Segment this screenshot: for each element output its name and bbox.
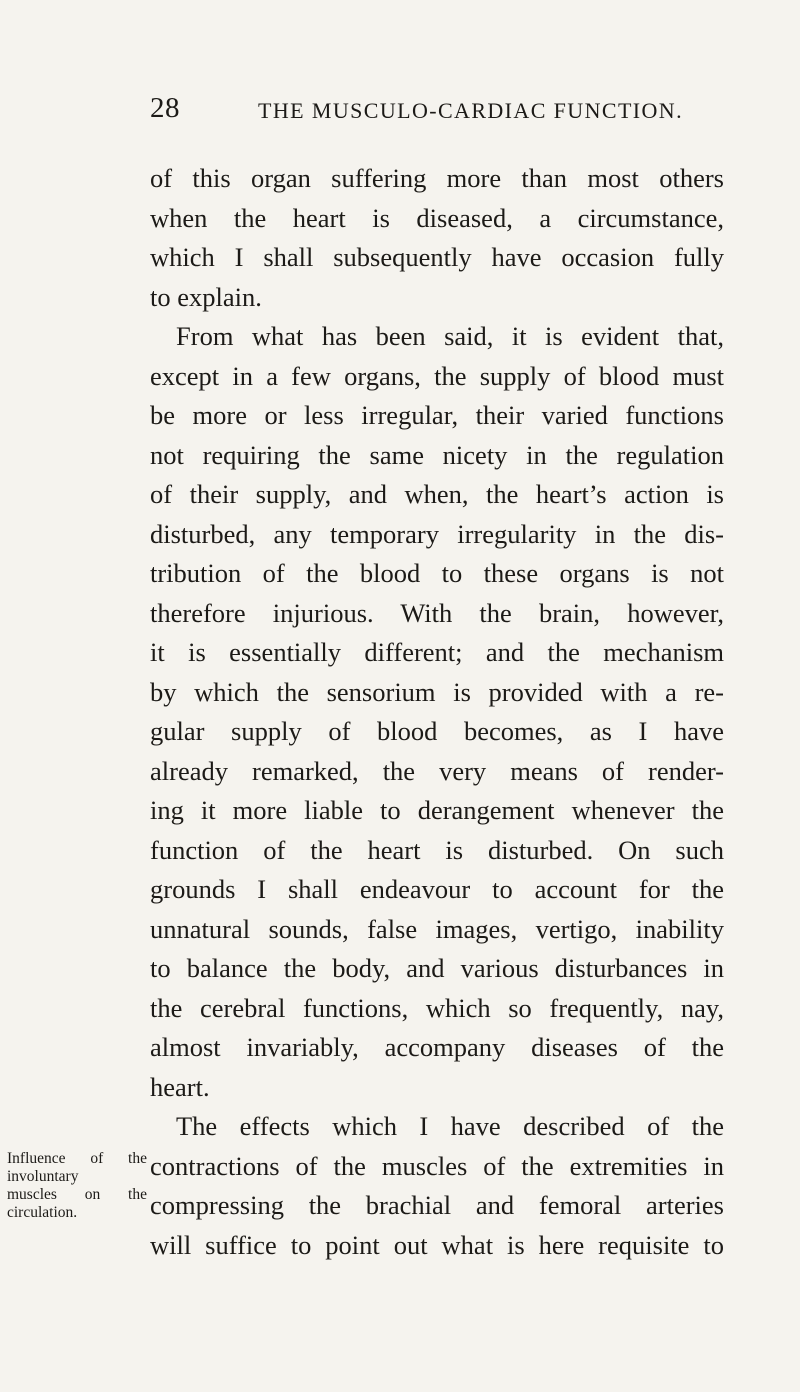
- text-line: The effects which I have described of the: [176, 1111, 724, 1141]
- text-line: disturbed, any temporary irregularity in the dis-: [150, 518, 724, 549]
- text-line: of their supply, and when, the heart’s action is: [150, 479, 724, 509]
- margin-note-line: circulation.: [7, 1204, 78, 1221]
- margin-note-line: involuntary: [7, 1168, 79, 1185]
- text-line: be more or less irregular, their varied functions: [150, 400, 724, 430]
- text-line: to explain.: [150, 281, 262, 312]
- text-line: tribution of the blood to these organs is not: [150, 558, 724, 588]
- text-line: it is essentially different; and the mechanism: [150, 637, 724, 667]
- text-line: From what has been said, it is evident that,: [176, 321, 724, 351]
- text-line: gular supply of blood becomes, as I have: [150, 716, 724, 746]
- text-line: almost invariably, accompany diseases of the: [150, 1032, 724, 1062]
- page-number: 28: [150, 92, 180, 124]
- text-line: grounds I shall endeavour to account for the: [150, 874, 724, 904]
- text-line: not requiring the same nicety in the regulation: [150, 439, 724, 470]
- text-line: heart.: [150, 1071, 210, 1102]
- text-line: except in a few organs, the supply of blood must: [150, 360, 724, 391]
- text-line: the cerebral functions, which so frequently, nay,: [150, 992, 724, 1023]
- margin-note: [7, 1150, 147, 1222]
- text-line: therefore injurious. With the brain, however,: [150, 597, 724, 628]
- margin-note-line: muscles on the: [7, 1186, 147, 1203]
- margin-note-line: Influence of the: [7, 1150, 147, 1167]
- text-line: compressing the brachial and femoral arteries: [150, 1190, 724, 1220]
- text-line: when the heart is diseased, a circumstance,: [150, 202, 724, 233]
- text-line: by which the sensorium is provided with a re-: [150, 676, 724, 707]
- text-line: contractions of the muscles of the extremities in: [150, 1150, 724, 1181]
- body-text: [150, 160, 724, 1266]
- text-line: which I shall subsequently have occasion fully: [150, 242, 724, 272]
- text-line: function of the heart is disturbed. On such: [150, 834, 724, 865]
- text-line: to balance the body, and various disturbances in: [150, 953, 724, 983]
- text-line: ing it more liable to derangement whenever the: [150, 795, 724, 825]
- text-line: of this organ suffering more than most others: [150, 163, 724, 193]
- running-title: THE MUSCULO-CARDIAC FUNCTION.: [258, 98, 683, 123]
- text-line: will suffice to point out what is here requisite to: [150, 1229, 724, 1260]
- page-header: [0, 92, 800, 132]
- text-line: already remarked, the very means of render-: [150, 755, 724, 786]
- text-line: unnatural sounds, false images, vertigo, inability: [150, 913, 724, 944]
